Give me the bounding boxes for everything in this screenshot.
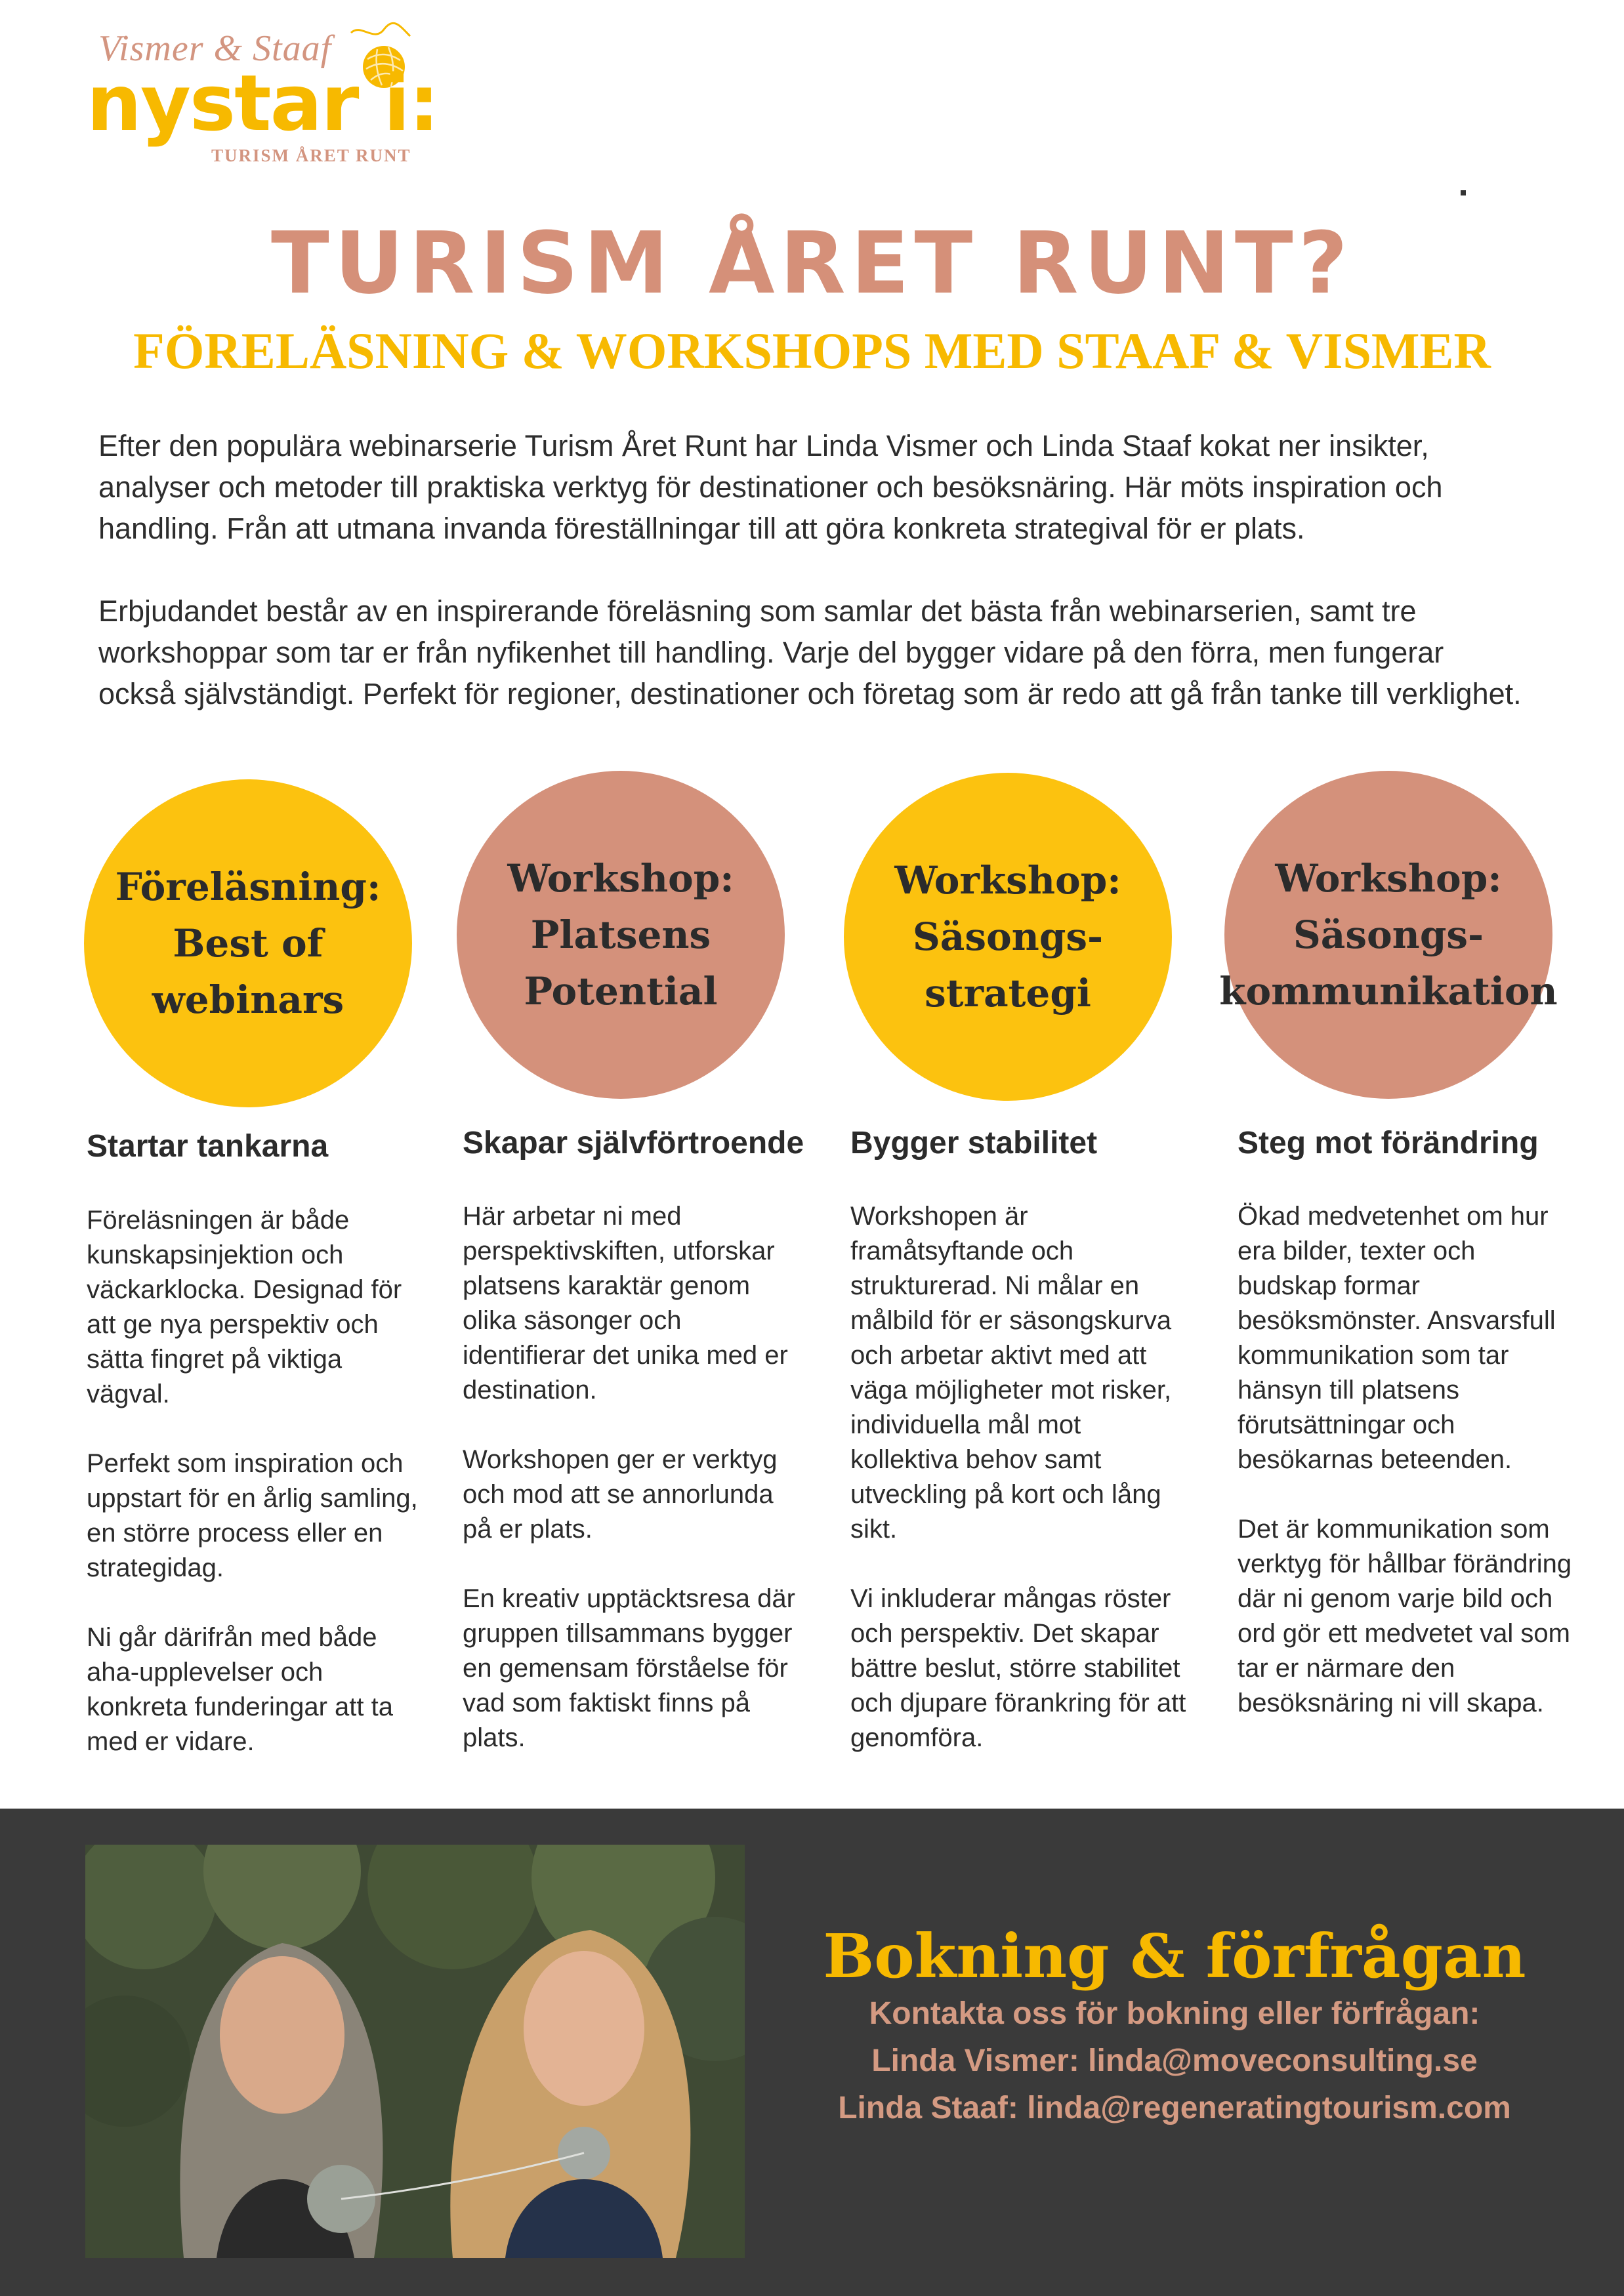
paragraph: Workshopen ger er verktyg och mod att se annorlunda på er plats. [463, 1445, 778, 1544]
circle-sasongskommunikation [1219, 771, 1558, 1099]
paragraph: Ni går därifrån med både aha-upplevelser och konkreta funderingar att ta med er vidare. [87, 1623, 393, 1756]
circle-label: Workshop: Säsongs- strategi [894, 858, 1121, 1015]
circle-label: Workshop: Säsongs- kommunikation [1219, 856, 1558, 1014]
paragraph: Här arbetar ni med perspektivskiften, utforskar platsens karaktär genom olika säsonger och identifierar det unika med er destination. [463, 1202, 788, 1404]
circle-forelasning [84, 779, 412, 1107]
logo-main-text: nystar i: [87, 58, 439, 148]
paragraph: Perfekt som inspiration och uppstart för en årlig samling, en större process eller en strategidag. [87, 1449, 418, 1582]
contact-staaf[interactable]: Linda Staaf: linda@regeneratingtourism.com [838, 2091, 1511, 2125]
logo-tagline: TURISM ÅRET RUNT [211, 146, 411, 165]
intro-paragraph-2: Erbjudandet består av en inspirerande föreläsning som samlar det bästa från webinarserien, samt tre workshoppar som tar er från nyfikenhet till handling. Varje del bygger vidare på den förra, men fungerar också självständigt. Perfekt för regioner, destinationer och företag som är redo att gå från tanke till verklighet. [98, 594, 1522, 710]
column-body-platsens-potential [463, 1199, 804, 1790]
column-heading: Startar tankarna [87, 1129, 329, 1164]
paragraph: Föreläsningen är både kunskapsinjektion och väckarklocka. Designad för att ge nya perspektiv och sätta fingret på viktiga vägval. [87, 1206, 402, 1408]
intro-paragraph-1: Efter den populära webinarserie Turism Året Runt har Linda Vismer och Linda Staaf kokat ner insikter, analyser och metoder till praktiska verktyg för destinationer och besöksnäring. Här möts inspiration och handling. Från att utmana invanda föreställningar till att göra konkreta strategival för er plats. [98, 429, 1443, 545]
column-body-sasongskommunikation [1238, 1199, 1579, 1755]
paragraph: Det är kommunikation som verktyg för hållbar förändring där ni genom varje bild och ord gör ett medvetet val som tar er närmare den besöksnäring ni vill skapa. [1238, 1515, 1572, 1717]
circle-label: Workshop: Platsens Potential [507, 856, 734, 1014]
paragraph: En kreativ upptäcktsresa där gruppen tillsammans bygger en gemensam förståelse för vad som faktiskt finns på plats. [463, 1584, 795, 1752]
booking-title: Bokning & förfrågan [823, 1921, 1526, 1992]
column-body-forelasning [87, 1203, 428, 1794]
decorative-mark [1461, 190, 1466, 195]
column-heading: Skapar självförtroende [463, 1126, 804, 1160]
paragraph: Ökad medvetenhet om hur era bilder, texter och budskap formar besöksmönster. Ansvarsfull kommunikation som tar hänsyn till platsens förutsättningar och besökarnas beteenden. [1238, 1202, 1556, 1474]
logo-script-text: Vismer & Staaf [98, 28, 332, 69]
page-title: TURISM ÅRET RUNT? [271, 213, 1353, 313]
circle-label: Föreläsning: Best of webinars [115, 865, 381, 1022]
portrait-photo [85, 1845, 745, 2258]
circle-sasongsstrategi [844, 773, 1172, 1101]
circle-platsens-potential [457, 771, 785, 1099]
column-body-sasongsstrategi [850, 1199, 1192, 1790]
contact-vismer[interactable]: Linda Vismer: linda@moveconsulting.se [871, 2043, 1478, 2078]
contact-intro: Kontakta oss för bokning eller förfrågan: [869, 1996, 1480, 2031]
page-subtitle: FÖRELÄSNING & WORKSHOPS MED STAAF & VISMER [133, 322, 1491, 379]
column-heading: Bygger stabilitet [850, 1126, 1098, 1160]
paragraph: Workshopen är framåtsyftande och strukturerad. Ni målar en målbild för er säsongskurva och arbetar aktivt med att väga möjligheter mot risker, individuella mål mot kollektiva behov samt utveckling på kort och lång sikt. [850, 1202, 1172, 1544]
column-heading: Steg mot förändring [1238, 1126, 1539, 1160]
paragraph: Vi inkluderar mångas röster och perspektiv. Det skapar bättre beslut, större stabilitet och djupare förankring för att genomföra. [850, 1584, 1186, 1752]
